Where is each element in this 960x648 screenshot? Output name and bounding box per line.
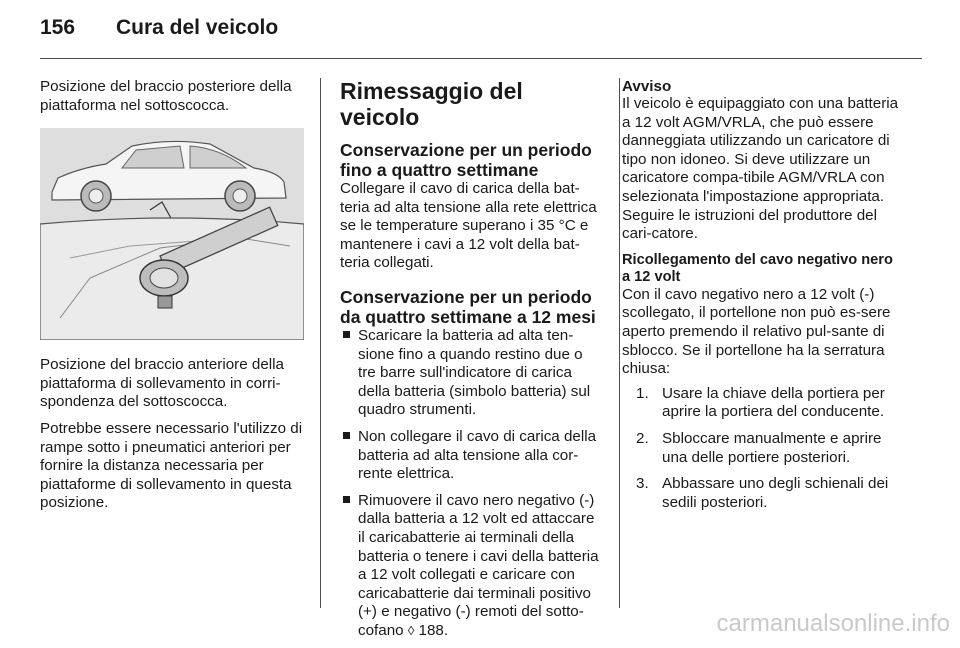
list-item: Scaricare la batteria ad alta ten-sione fino a quando restino due o tre barre sull'indicatore di carica della batteria (simbolo batteria) sul quadro strumenti. — [340, 327, 602, 420]
car-lift-diagram — [40, 128, 304, 340]
storage-bullet-list — [340, 327, 602, 641]
column-1 — [40, 78, 304, 521]
list-item: Non collegare il cavo di carica della batteria ad alta tensione alla cor-rente elettrica. — [340, 428, 602, 484]
notice-text: Il veicolo è equipaggiato con una batteria a 12 volt AGM/VRLA, che può essere danneggiata utilizzando un caricatore di tipo non idoneo. Si deve utilizzare un caricatore compa-tibile AGM/VRLA con selezionata l'impostazione appropriata. Seguire le istruzioni del produttore del cari-catore. — [622, 95, 899, 243]
column-2 — [340, 78, 602, 648]
reconnect-heading: Ricollegamento del cavo negativo nero a 12 volt — [622, 251, 893, 285]
column-divider — [619, 78, 620, 608]
caption-front-arm: Posizione del braccio anteriore della piattaforma di sollevamento in corri-spondenza del sottoscocca. — [40, 356, 284, 411]
page-header — [40, 16, 278, 50]
chapter-title: Cura del veicolo — [116, 16, 279, 39]
bullet-square-icon — [343, 432, 350, 439]
storage-up-to-four-weeks-heading: Conservazione per un periodo fino a quattro settimane — [340, 140, 592, 180]
bullet-square-icon — [343, 331, 350, 338]
reconnect-text: Con il cavo negativo nero a 12 volt (-) scollegato, il portellone non può es-sere aperto premendo il relativo pul-sante di sblocco. Se il portellone ha la serratura chiusa: — [622, 285, 891, 378]
column-3 — [622, 78, 900, 520]
notice-title: Avviso — [622, 78, 672, 95]
page-number: 156 — [40, 16, 76, 39]
bullet-square-icon — [343, 496, 350, 503]
caption-rear-arm: Posizione del braccio posteriore della piattaforma nel sottoscocca. — [40, 78, 292, 114]
list-item: 2. Sbloccare manualmente e aprire una delle portiere posteriori. — [636, 429, 882, 466]
page-reference-link[interactable]: 188. — [418, 621, 449, 639]
column-divider — [320, 78, 321, 608]
watermark: carmanualsonline.info — [716, 610, 950, 637]
storage-up-to-four-weeks-text: Collegare il cavo di carica della bat-teria ad alta tensione alla rete elettrica se le temperature superano i 35 °C e mantenere i cavi a 12 volt della bat-teria collegati. — [340, 180, 597, 272]
list-item: 1. Usare la chiave della portiera per aprire la portiera del conducente. — [636, 384, 885, 421]
header-rule — [40, 58, 922, 59]
lift-point-illustration — [40, 128, 304, 340]
steps-list — [622, 385, 900, 513]
page-reference-arrow-icon: ◊ — [407, 622, 415, 638]
section-title: Rimessaggio del veicolo — [340, 78, 523, 130]
ramps-paragraph: Potrebbe essere necessario l'utilizzo di rampe sotto i pneumatici anteriori per fornire la distanza necessaria per piattaforme di sollevamento in questa posizione. — [40, 419, 303, 512]
list-item: Rimuovere il cavo nero negativo (-) dalla batteria a 12 volt ed attaccare il caricabatterie ai terminali della batteria o tenere i cavi della batteria a 12 volt collegati e caricare con caricabatterie dai terminali positivo (+) e negativo (-) remoti del sotto-cofano ◊ 188. — [340, 492, 602, 641]
list-item: 3. Abbassare uno degli schienali dei sedili posteriori. — [636, 475, 889, 511]
storage-four-weeks-to-12-months-heading: Conservazione per un periodo da quattro settimane a 12 mesi — [340, 286, 596, 327]
